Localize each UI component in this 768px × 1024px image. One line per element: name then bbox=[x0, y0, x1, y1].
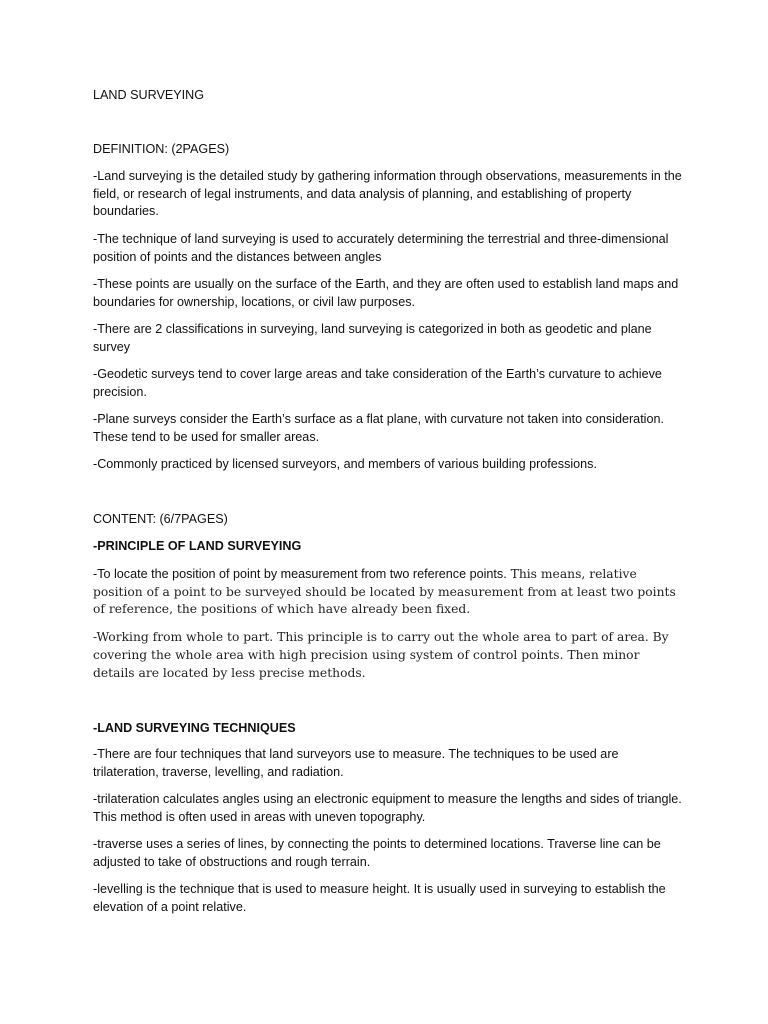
techniques-paragraph: -trilateration calculates angles using an electronic equipment to measure the lengths and sides of triangle. This method is often used in areas with uneven topography. bbox=[93, 792, 682, 824]
definition-heading: DEFINITION: (2PAGES) bbox=[93, 142, 230, 156]
techniques-paragraph: -traverse uses a series of lines, by connecting the points to determined locations. Traverse line can be adjusted to take of obstructions and rough terrain. bbox=[93, 837, 661, 869]
definition-paragraph: -Geodetic surveys tend to cover large areas and take consideration of the Earth’s curvature to achieve precision. bbox=[93, 367, 662, 399]
techniques-paragraph: -levelling is the technique that is used to measure height. It is usually used in surveying to establish the elevation of a point relative. bbox=[93, 882, 666, 914]
principle-paragraph bbox=[93, 566, 683, 619]
principle-paragraph-rest: This means, relative position of a point to be surveyed should be located by measurement from at least two points of reference, the positions of which have already been fixed. bbox=[93, 567, 676, 616]
definition-paragraph: -Plane surveys consider the Earth’s surface as a flat plane, with curvature not taken into consideration. These tend to be used for smaller areas. bbox=[93, 412, 664, 444]
principle-heading: -PRINCIPLE OF LAND SURVEYING bbox=[93, 539, 302, 553]
document-title: LAND SURVEYING bbox=[93, 88, 205, 102]
definition-paragraph: -These points are usually on the surface of the Earth, and they are often used to establish land maps and boundaries for ownership, locations, or civil law purposes. bbox=[93, 277, 679, 309]
definition-paragraph: -The technique of land surveying is used to accurately determining the terrestrial and three-dimensional position of points and the distances between angles bbox=[93, 232, 669, 264]
definition-paragraph: -Commonly practiced by licensed surveyors, and members of various building professions. bbox=[93, 457, 597, 471]
definition-paragraph: -Land surveying is the detailed study by gathering information through observations, measurements in the field, or research of legal instruments, and data analysis of planning, and establishing of property boundaries. bbox=[93, 169, 682, 218]
principle-paragraph: -Working from whole to part. This principle is to carry out the whole area to part of area. By covering the whole area with high precision using system of control points. Then minor details are located by less precise methods. bbox=[93, 630, 669, 680]
principle-paragraph-start: -To locate the position of point by measurement from two reference points. bbox=[93, 567, 507, 581]
content-heading: CONTENT: (6/7PAGES) bbox=[93, 512, 228, 526]
definition-paragraph: -There are 2 classifications in surveying, land surveying is categorized in both as geodetic and plane survey bbox=[93, 322, 652, 354]
techniques-heading: -LAND SURVEYING TECHNIQUES bbox=[93, 721, 296, 735]
techniques-paragraph: -There are four techniques that land surveyors use to measure. The techniques to be used are trilateration, traverse, levelling, and radiation. bbox=[93, 747, 619, 779]
